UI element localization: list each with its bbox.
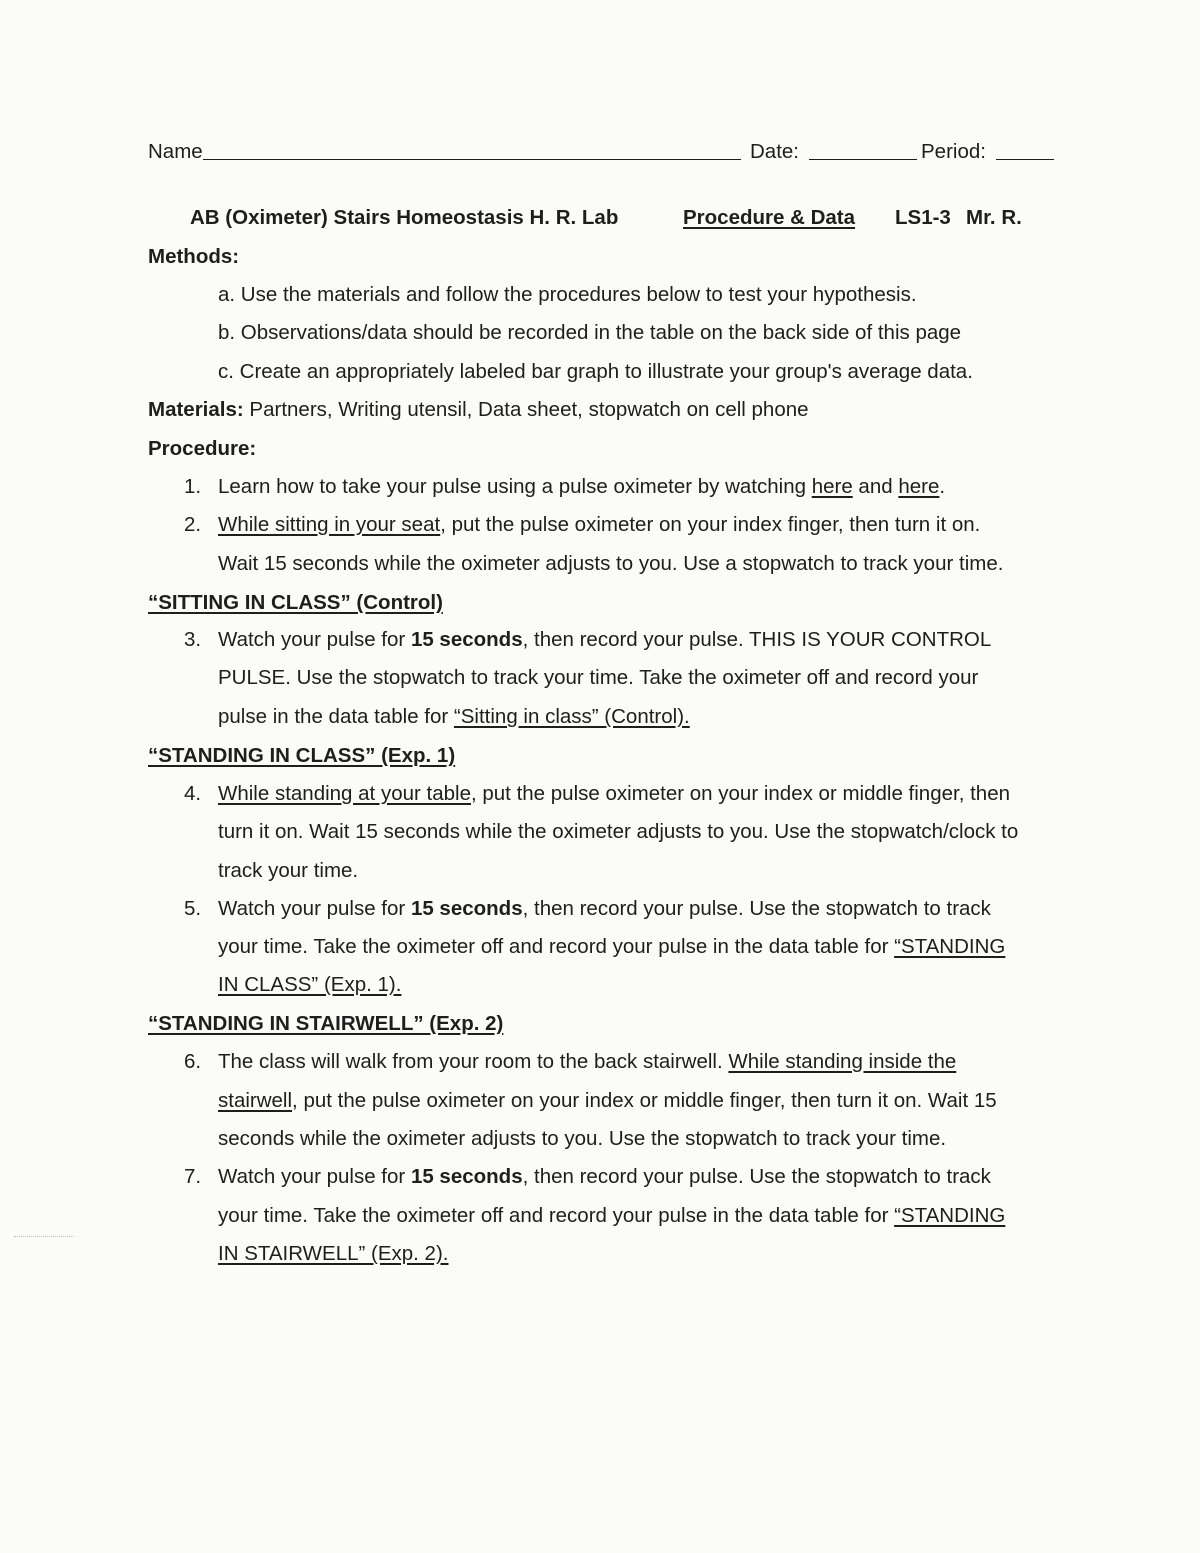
step-7-text-b: , then record your pulse. Use the stopwatch to track: [522, 1165, 991, 1188]
date-blank[interactable]: [809, 141, 917, 160]
materials-text: Partners, Writing utensil, Data sheet, stopwatch on cell phone: [243, 398, 809, 421]
step-5-bold: 15 seconds: [410, 897, 523, 920]
name-blank[interactable]: [203, 141, 741, 160]
step-5-text-b: , then record your pulse. Use the stopwatch to track: [522, 897, 991, 920]
name-line: [148, 141, 741, 163]
step-4-line-3: track your time.: [218, 859, 359, 882]
name-label: Name: [148, 140, 203, 163]
step-4-number: 4.: [184, 782, 202, 805]
step-6-underlined-1: While standing inside the: [728, 1050, 957, 1073]
period-line: [921, 141, 1054, 163]
step-6-line-2: [218, 1091, 997, 1112]
sitting-heading: “SITTING IN CLASS” (Control): [148, 591, 443, 614]
methods-item-b: b. Observations/data should be recorded in the table on the back side of this page: [218, 321, 962, 344]
step-1-number: 1.: [184, 475, 202, 498]
step-7-bold: 15 seconds: [410, 1165, 523, 1188]
methods-item-c: c. Create an appropriately labeled bar graph to illustrate your group's average data.: [218, 360, 973, 383]
step-6-text-a: The class will walk from your room to the back stairwell.: [218, 1050, 729, 1073]
step-6-underlined-2: stairwell: [218, 1089, 293, 1112]
materials-heading: Materials:: [148, 398, 244, 421]
step-5-line-1: [184, 899, 991, 920]
step-3-line-3: [218, 707, 690, 728]
step-3-text-b: , then record your pulse. THIS IS YOUR CONTROL: [522, 628, 992, 651]
step-7-line-1: [184, 1167, 991, 1188]
step-3-text-c: pulse in the data table for: [218, 705, 454, 728]
step-6-text-b: , put the pulse oximeter on your index or middle finger, then turn it on. Wait 15: [292, 1089, 997, 1112]
step-7-number: 7.: [184, 1165, 202, 1188]
period-blank[interactable]: [996, 141, 1054, 160]
materials-line: [148, 400, 809, 421]
date-label: Date:: [750, 140, 799, 163]
step-2-line-2: Wait 15 seconds while the oximeter adjusts to you. Use a stopwatch to track your time.: [218, 552, 1004, 575]
step-5-underlined-1: “STANDING: [894, 935, 1006, 958]
step-3-underlined: “Sitting in class” (Control).: [453, 705, 690, 728]
methods-item-a: a. Use the materials and follow the procedures below to test your hypothesis.: [218, 283, 917, 306]
step-4-line-1: [184, 784, 1010, 805]
step-3-bold: 15 seconds: [410, 628, 523, 651]
step-7-line-2: [218, 1206, 1005, 1227]
step-5-text-a: Watch your pulse for: [218, 897, 411, 920]
step-4-line-2: turn it on. Wait 15 seconds while the oximeter adjusts to you. Use the stopwatch/clock to: [218, 820, 1019, 843]
lab-title: AB (Oximeter) Stairs Homeostasis H. R. Lab: [190, 206, 619, 229]
step-1-text: Learn how to take your pulse using a pulse oximeter by watching: [218, 475, 812, 498]
step-3-number: 3.: [184, 628, 202, 651]
step-2-number: 2.: [184, 513, 202, 536]
standard-code: LS1-3: [895, 206, 951, 229]
step-7-underlined-1: “STANDING: [894, 1204, 1006, 1227]
step-3-line-2: PULSE. Use the stopwatch to track your time. Take the oximeter off and record your: [218, 666, 979, 689]
step-2-text-1: , put the pulse oximeter on your index finger, then turn it on.: [440, 513, 981, 536]
step-3-line-1: [184, 630, 991, 651]
step-3-text-a: Watch your pulse for: [218, 628, 411, 651]
scan-speck: [14, 1236, 74, 1239]
section-title: Procedure & Data: [683, 206, 856, 229]
step-6-number: 6.: [184, 1050, 202, 1073]
step-2-underlined: While sitting in your seat: [218, 513, 441, 536]
video-link-2[interactable]: here: [898, 475, 940, 498]
methods-heading: Methods:: [148, 245, 240, 268]
teacher-name: Mr. R.: [966, 206, 1022, 229]
stairwell-heading: “STANDING IN STAIRWELL” (Exp. 2): [148, 1012, 504, 1035]
step-6-line-3: seconds while the oximeter adjusts to you. Use the stopwatch to track your time.: [218, 1127, 947, 1150]
step-7-underlined-2: IN STAIRWELL” (Exp. 2).: [218, 1242, 449, 1265]
procedure-heading: Procedure:: [148, 437, 257, 460]
step-7-text-a: Watch your pulse for: [218, 1165, 411, 1188]
step-5-underlined-2: IN CLASS” (Exp. 1).: [218, 973, 402, 996]
date-line: [750, 141, 917, 163]
standing-heading: “STANDING IN CLASS” (Exp. 1): [148, 744, 456, 767]
step-5-number: 5.: [184, 897, 202, 920]
step-7-text-c: your time. Take the oximeter off and record your pulse in the data table for: [218, 1204, 895, 1227]
step-2-line-1: [184, 515, 980, 536]
step-4-text-1: , put the pulse oximeter on your index or middle finger, then: [470, 782, 1010, 805]
step-5-text-c: your time. Take the oximeter off and record your pulse in the data table for: [218, 935, 895, 958]
step-1-end: .: [939, 475, 946, 498]
video-link-1[interactable]: here: [811, 475, 853, 498]
step-5-line-2: [218, 937, 1005, 958]
step-6-line-1: [184, 1052, 956, 1073]
step-1-and: and: [852, 475, 899, 498]
period-label: Period:: [921, 140, 986, 163]
step-1: [184, 477, 945, 498]
step-4-underlined: While standing at your table: [218, 782, 471, 805]
